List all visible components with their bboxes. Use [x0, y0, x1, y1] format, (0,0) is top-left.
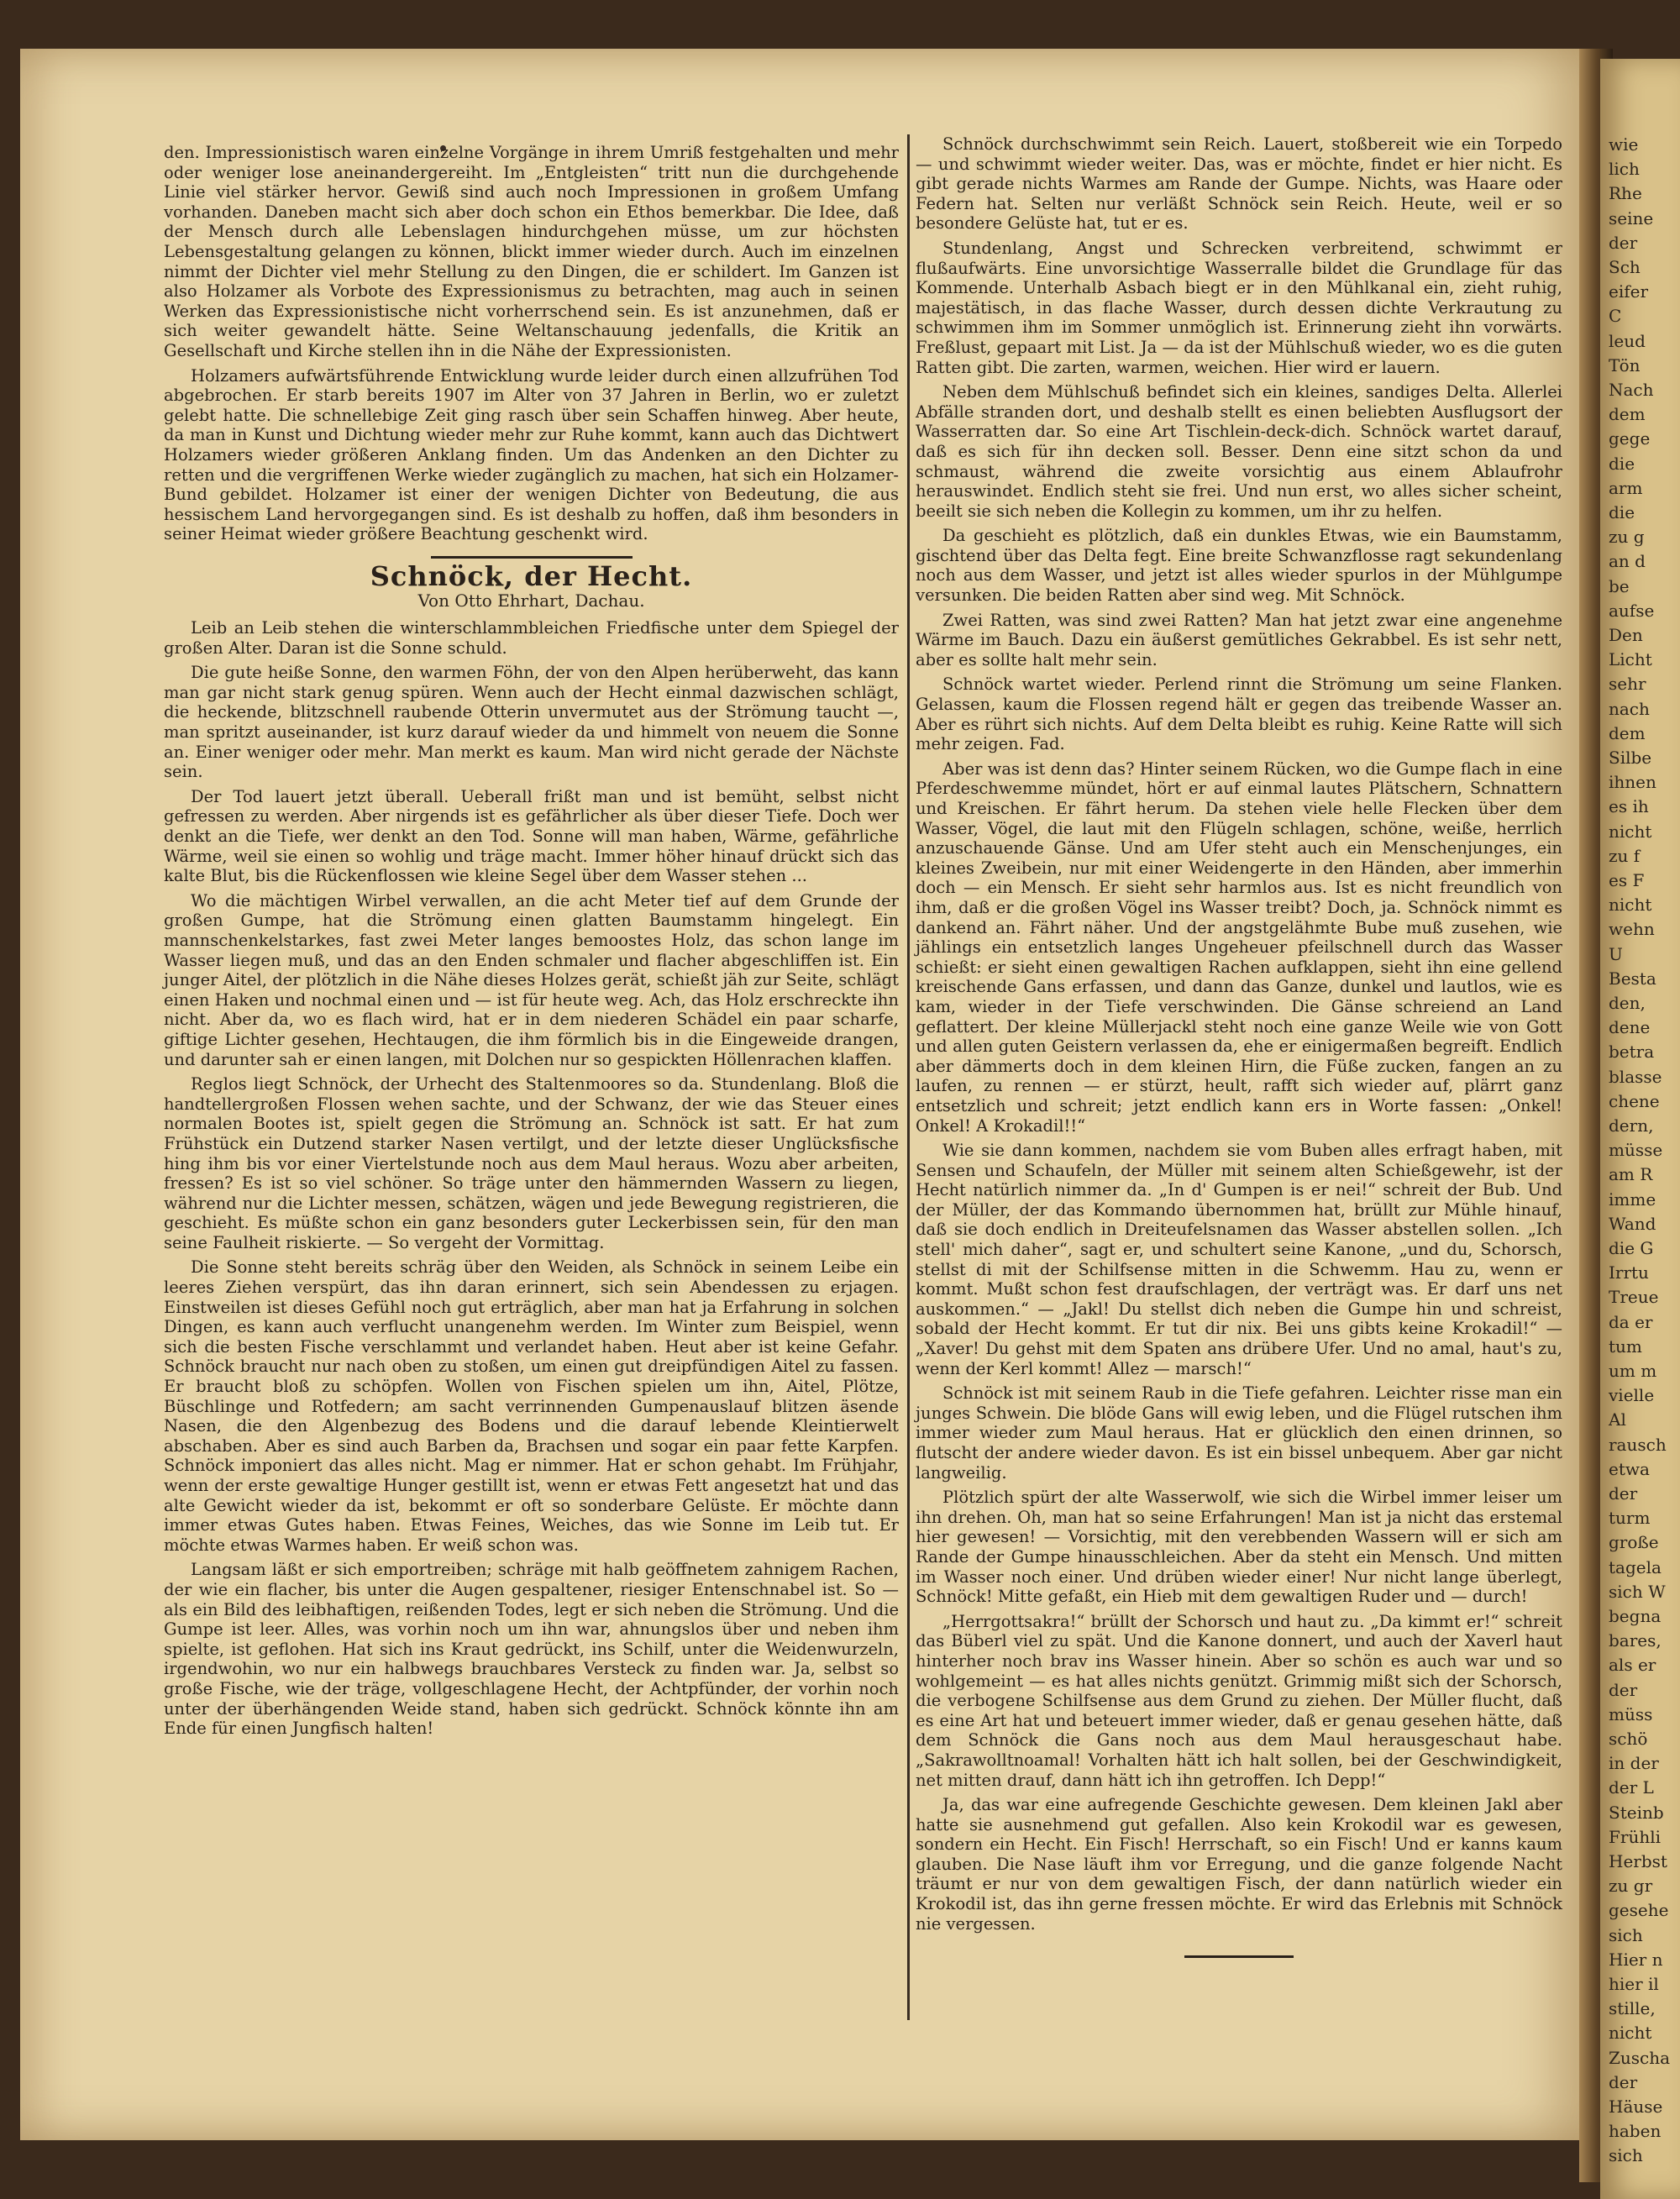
column-divider [907, 134, 910, 2020]
adjacent-page-fragment: haben [1609, 2121, 1662, 2142]
adjacent-page-fragment: tagela [1609, 1556, 1662, 1577]
adjacent-page-fragment: der L [1609, 1777, 1654, 1798]
adjacent-page-fragment: Treue [1609, 1287, 1659, 1308]
story-paragraph: Stundenlang, Angst und Schrecken verbreitend, schwimmt er flußaufwärts. Eine unvorsichtige Wasserralle bildet die Grundlage für das Kommende. Unterhalb Asbach biegt er in den Mühlkanal ein, zieht ruhig, majestätisch, in das flache Wasser, durch dessen dichte Verkrautung zu schwimmen ihm im Sommer unmöglich ist. Erinnerung zieht ihn vorwärts. Freßlust, gepaart mit List. Ja — da ist der Mühlschuß wieder, wo es die guten Ratten gibt. Die zarten, warmen, weichen. Hier wird er lauern. [916, 238, 1562, 377]
adjacent-page-fragment: am R [1609, 1164, 1653, 1185]
adjacent-page-fragment: Irrtu [1609, 1262, 1649, 1283]
adjacent-page-fragment: nicht [1609, 821, 1652, 842]
adjacent-page-fragment: dem [1609, 722, 1646, 743]
adjacent-page-fragment: betra [1609, 1042, 1655, 1063]
adjacent-page-fragment: Al [1609, 1409, 1626, 1430]
story-paragraph: Aber was ist denn das? Hinter seinem Rücken, wo die Gumpe flach in eine Pferdeschwemme mündet, hört er auf einmal lautes Plätschern, Schnattern und Kreischen. Er fährt herum. Da stehen viele helle Flecken über dem Wasser, Vögel, die laut mit den Flügeln schlagen, schöne, weiße, herrlich anzuschauende Gänse. Und am Ufer steht auch ein Menschenjunges, ein kleines Zweibein, nur mit einer Weidengerte in den Händen, aber immerhin doch — ein Mensch. Er sieht sehr harmlos aus. Ist es nicht freundlich von ihm, daß er die großen Vögel ins Wasser treibt? Doch, ja. Schnöck nimmt es dankend an. Fährt näher. Und der angstgelähmte Bube muß zusehen, wie jählings ein entsetzlich langes Ungeheuer pfeilschnell durch das Wasser schießt: er sieht einen gewaltigen Rachen aufklappen, sieht ihn eine gellend kreischende Gans erfassen, und dann das Ganze, dunkel und lautlos, wie es kam, wieder in der Tiefe verschwinden. Die Gänse schreiend an Land geflattert. Der kleine Müllerjackl steht noch eine ganze Weile wie von Gott und allen guten Geistern verlassen da, ehe er einigermaßen begreift. Endlich aber dämmerts doch in dem kleinen Hirn, die Füße zucken, fangen an zu laufen, zu rennen — er stürzt, heult, rafft sich wieder auf, plärrt ganz entsetzlich und schreit; jetzt endlich kann ers in Worte fassen: „Onkel! Onkel! A Krokadil!!“ [916, 758, 1562, 1136]
adjacent-page-fragment: Silbe [1609, 748, 1652, 768]
adjacent-page-fragment: Herbst [1609, 1851, 1667, 1871]
story-paragraph: Ja, das war eine aufregende Geschichte gewesen. Dem kleinen Jakl aber hatte sie ausnehmend gut gefallen. Also kein Krokodil war es gewesen, sondern ein Hecht. Ein Fisch! Herrschaft, so ein Fisch! Und er kanns kaum glauben. Die Nase läuft ihm vor Erregung, und die ganze folgende Nacht träumt er nur von dem gewaltigen Fisch, der dann natürlich wieder ein Krokodil ist, das ihn gerne fressen möchte. Er wird das Erlebnis mit Schnöck nie vergessen. [916, 1795, 1562, 1934]
adjacent-page-fragment: aufse [1609, 600, 1655, 621]
article-byline: Von Otto Ehrhart, Dachau. [417, 590, 645, 611]
adjacent-page-fragment: etwa [1609, 1458, 1650, 1479]
story-paragraph: Wo die mächtigen Wirbel verwallen, an die acht Meter tief auf dem Grunde der großen Gumpe, hat die Strömung einen glatten Baumstamm hingelegt. Ein mannschenkelstarkes, fast zwei Meter langes bemoostes Holz, das schon lange im Wasser liegen muß, und das an den Enden schmaler und flacher abgeschliffen ist. Ein junger Aitel, der plötzlich in die Nähe dieses Holzes gerät, schießt jäh zur Seite, schlägt einen Haken und nochmal einen und — ist für heute weg. Ach, das Holz erschreckte ihn nicht. Aber da, wo es flach wird, hat er in dem niederen Schädel ein paar scharfe, giftige Lichter gesehen, Hechtaugen, die ihm förmlich bis in die Eingeweide drangen, und darunter sah er einen langen, mit Dolchen nur so gespickten Höllenrachen klaffen. [164, 890, 899, 1069]
adjacent-page-fragment: den, [1609, 993, 1646, 1013]
adjacent-page-fragment: müsse [1609, 1140, 1663, 1161]
adjacent-page-fragment: schö [1609, 1729, 1648, 1749]
adjacent-page-fragment: chene [1609, 1090, 1660, 1111]
title-rule [431, 556, 633, 559]
adjacent-page-fragment: Sch [1609, 257, 1641, 277]
adjacent-page-fragment: lich [1609, 159, 1640, 180]
adjacent-page-fragment: blasse [1609, 1066, 1662, 1087]
adjacent-page-fragment: sehr [1609, 674, 1646, 695]
end-rule [1184, 1955, 1294, 1958]
adjacent-page-fragment: der [1609, 232, 1638, 253]
adjacent-page-fragment: nach [1609, 698, 1650, 719]
story-paragraph: Schnöck ist mit seinem Raub in die Tiefe gefahren. Leichter risse man ein junges Schwein. Die blöde Gans will ewig leben, und die Flügel rutschen ihm immer wieder zum Maul heraus. Hat er glücklich den einen drinnen, so flutscht der andere wieder davon. Es ist ein bissel unbequem. Aber gar nicht langweilig. [916, 1383, 1562, 1483]
article-title: Schnöck, der Hecht. [370, 559, 693, 592]
story-paragraph: Die Sonne steht bereits schräg über den Weiden, als Schnöck in seinem Leibe ein leeres Ziehen verspürt, das ihn daran erinnert, sich sein Abendessen zu erjagen. Einstweilen ist dieses Gefühl noch gut erträglich, aber man hat ja Erfahrung in solchen Dingen, es kann auch verflucht unangenehm werden. Im Winter zum Beispiel, wenn sich die besten Fische verschlammt und verlandet haben. Heut aber ist keine Gefahr. Schnöck braucht nur nach oben zu stoßen, um einen gut dreipfündigen Aitel zu fassen. Er braucht bloß zu schöpfen. Wollen von Fischen spielen um ihn, Aitel, Plötze, Büschlinge und Rotfedern; am sacht verrinnenden Gumpenauslauf blitzen äsende Nasen, die den Algenbezug des Bodens und die darauf lebende Kleintierwelt abschaben. Aber es sind auch Barben da, Brachsen und sogar ein paar fette Karpfen. Schnöck imponiert das alles nicht. Mag er nimmer. Hat er schon gehabt. Im Frühjahr, wenn der erste gewaltige Hunger gestillt ist, wenn er etwas Fett angesetzt hat und das alte Gewicht wieder da ist, bekommt er oft so sonderbare Gelüste. Er möchte dann immer etwas Gutes haben. Etwas Feines, Weiches, das wie Sonne im Leib tut. Er möchte etwas Warmes haben. Er weiß schon was. [164, 1257, 899, 1555]
adjacent-page-fragment: Besta [1609, 968, 1656, 989]
adjacent-page-fragment: Wand [1609, 1213, 1656, 1234]
adjacent-page-fragment: vielle [1609, 1385, 1655, 1406]
adjacent-page-fragment: da er [1609, 1311, 1653, 1332]
adjacent-page-fragment: Häuse [1609, 2097, 1663, 2117]
adjacent-page-fragment: an d [1609, 551, 1646, 572]
adjacent-page-fragment: die [1609, 453, 1635, 474]
story-paragraph: Leib an Leib stehen die winterschlammbleichen Friedfische unter dem Spiegel der großen Alter. Daran ist die Sonne schuld. [164, 618, 899, 658]
adjacent-page-fragment: Steinb [1609, 1802, 1664, 1823]
adjacent-page-fragment: dem [1609, 404, 1646, 425]
left-column [164, 143, 899, 1744]
story-paragraph: Langsam läßt er sich emportreiben; schräge mit halb geöffnetem zahnigem Rachen, der wie ein flacher, bis unter die Augen gespaltener, riesiger Entenschnabel ist. So — als ein Bild des leibhaftigen, reißenden Todes, legt er sich neben die Strömung. Und die Gumpe ist leer. Alles, was vorhin noch um ihn war, ahnungslos über und neben ihm spielte, ist geflohen. Hat sich ins Kraut gedrückt, ins Schilf, unter die Weidenwurzeln, irgendwohin, wo nur ein halbwegs brauchbares Versteck zu finden war. Ja, selbst so große Fische, wie der träge, vollgeschlagene Hecht, der Achtpfünder, der vorhin noch unter der überhängenden Weide stand, haben sich gedrückt. Schnöck könnte ihn am Ende für einen Jungfisch halten! [164, 1560, 899, 1739]
adjacent-page-fragment: gege [1609, 428, 1651, 449]
adjacent-page-fragment: U [1609, 943, 1623, 964]
adjacent-page-edge [1600, 59, 1680, 2199]
adjacent-page-fragment: eifer [1609, 281, 1649, 302]
adjacent-page-fragment: seine [1609, 207, 1654, 228]
adjacent-page-fragment: rausch [1609, 1434, 1667, 1455]
adjacent-page-fragment: Den [1609, 625, 1643, 645]
adjacent-page-fragment: leud [1609, 330, 1646, 351]
adjacent-page-fragment: sich [1609, 2145, 1643, 2166]
adjacent-page-fragment: be [1609, 575, 1630, 596]
adjacent-page-fragment: nicht [1609, 895, 1652, 916]
story-paragraph: Reglos liegt Schnöck, der Urhecht des Staltenmoores so da. Stundenlang. Bloß die handtellergroßen Flossen wehen sachte, und der Schwanz, der wie das Steuer eines normalen Bootes ist, spielt gegen die Strömung an. Schnöck ist satt. Er hat zum Frühstück ein Dutzend starker Nasen vertilgt, und der letzte dieser Unglücksfische hing ihm bis vor einer Viertelstunde noch aus dem Maul heraus. Wozu aber arbeiten, fressen? Es ist so viel schöner. So träge unter den hämmernden Wassern zu liegen, während nur die Lichter messen, schätzen, wägen und jede Bewegung registrieren, die geschieht. Es müßte schon ein ganz besonders guter Leckerbissen sein, für den man seine Faulheit riskierte. — So vergeht der Vormittag. [164, 1074, 899, 1252]
adjacent-page-fragment: es F [1609, 870, 1645, 890]
story-paragraph: Zwei Ratten, was sind zwei Ratten? Man hat jetzt zwar eine angenehme Wärme im Bauch. Dazu ein äußerst gemütliches Gekrabbel. Es ist sehr nett, aber es sollte halt mehr sein. [916, 610, 1562, 669]
story-paragraph: Da geschieht es plötzlich, daß ein dunkles Etwas, wie ein Baumstamm, gischtend über das Delta fegt. Eine breite Schwanzflosse ragt sekundenlang noch aus dem Wasser, und jetzt ist alles wieder spurlos in der Mühlgumpe versunken. Die beiden Ratten aber sind weg. Mit Schnöck. [916, 526, 1562, 606]
adjacent-page-fragment: zu f [1609, 845, 1641, 866]
adjacent-page-fragment: stille, [1609, 1998, 1656, 2019]
story-paragraph: Die gute heiße Sonne, den warmen Föhn, der von den Alpen herüberweht, das kann man gar nicht stark genug spüren. Wenn auch der Hecht einmal dazwischen schlägt, die heckende, blitzschnell raubende Otterin unvermutet aus der Strömung taucht —, man spritzt auseinander, ist kurz darauf wieder da und himmelt von neuem die Sonne an. Einer weniger oder mehr. Man merkt es kaum. Man wird nicht gerade der Nächste sein. [164, 663, 899, 782]
story-paragraph: Neben dem Mühlschuß befindet sich ein kleines, sandiges Delta. Allerlei Abfälle stranden dort, und deshalb stellt es einen beliebten Ausflugsort der Wasserratten dar. So eine Art Tischlein-deck-dich. Schnöck wartet darauf, daß es sich für ihn decken soll. Besser. Denn eine sitzt schon da und schmaust, während die zweite vorsichtig aus einem Ablaufrohr herauswindet. Endlich steht sie frei. Und nun erst, wo alles sicher scheint, beeilt sie sich neben die Kollegin zu kommen, um ihr zu helfen. [916, 382, 1562, 521]
adjacent-page-fragment: der [1609, 1483, 1638, 1504]
adjacent-page-fragment: bares, [1609, 1630, 1662, 1651]
adjacent-page-fragment: dene [1609, 1017, 1651, 1038]
adjacent-page-fragment: arm [1609, 477, 1643, 498]
adjacent-page-fragment: sich W [1609, 1581, 1666, 1602]
adjacent-page-fragment: begna [1609, 1606, 1662, 1626]
adjacent-page-fragment: Tön [1609, 354, 1641, 375]
adjacent-page-fragment: große [1609, 1532, 1659, 1553]
adjacent-page-fragment: die [1609, 502, 1635, 522]
adjacent-page-fragment: Licht [1609, 649, 1652, 670]
adjacent-page-fragment: gesehe [1609, 1900, 1669, 1921]
adjacent-page-fragment: sich [1609, 1924, 1643, 1945]
adjacent-page-fragment: um m [1609, 1361, 1657, 1381]
story-paragraph: Schnöck wartet wieder. Perlend rinnt die Strömung um seine Flanken. Gelassen, kaum die Flossen regend hält er gegen das treibende Wasser an. Aber es rührt sich nichts. Auf dem Delta bleibt es ruhig. Keine Ratte will sich mehr zeigen. Fad. [916, 674, 1562, 754]
adjacent-page-fragment: Frühli [1609, 1826, 1661, 1847]
story-paragraph: Wie sie dann kommen, nachdem sie vom Buben alles erfragt haben, mit Sensen und Schaufeln, der Müller mit seinem alten Schießgewehr, ist der Hecht natürlich nimmer da. „In d' Gumpen is er nei!“ schreit der Bub. Und der Müller, der das Kommando übernommen hat, brüllt zur Mühle hinauf, daß sie doch endlich in Dreiteufelsnamen das Wasser abstellen sollen. „Ich stell' mich daher“, sagt er, und schultert seine Kanone, „und du, Schorsch, stellst di mit der Schilfsense mitten in die Schwemm. Hau zu, wenn er kommt. Mußt schon fest draufschlagen, der verträgt was. Er darf uns net auskommen.“ — „Jakl! Du stellst dich neben die Gumpe hin und schreist, sobald der Hecht kommt. Er tut dir nix. Bei uns gibts keine Krokadil!“ — „Xaver! Du gehst mit dem Spaten ans drübere Ufer. Und no amal, haut's zu, wenn der Kerl kommt! Allez — marsch!“ [916, 1141, 1562, 1378]
adjacent-page-fragment: es ih [1609, 796, 1649, 817]
adjacent-page-fragment: Rhe [1609, 183, 1642, 204]
story-paragraph: „Herrgottsakra!“ brüllt der Schorsch und haut zu. „Da kimmt er!“ schreit das Büberl viel zu spät. Und die Kanone donnert, und auch der Xaverl haut hinterher noch brav ins Wasser hinein. Aber so schön es auch war und so wohlgemeint — es hat alles nichts genützt. Grimmig mißt sich der Schorsch, die verbogene Schilfsense aus dem Grund zu ziehen. Der Müller flucht, daß es eine Art hat und beteuert immer wieder, daß er genau gesehen hätte, daß dem Schnöck die Gans noch aus dem Maul herausgeschaut habe. „Sakrawolltnoamal! Vorhalten hätt ich halt sollen, bei der Geschwindigkeit, net mitten drauf, dann hätt ich ihn getroffen. Ich Depp!“ [916, 1611, 1562, 1790]
adjacent-page-fragment: tum [1609, 1336, 1642, 1357]
adjacent-page-fragment: nicht [1609, 2023, 1652, 2044]
adjacent-page-fragment: dern, [1609, 1115, 1654, 1136]
adjacent-page-fragment: imme [1609, 1189, 1656, 1210]
adjacent-page-fragment: der [1609, 1679, 1638, 1700]
right-column [916, 134, 1562, 1958]
story-paragraph: Der Tod lauert jetzt überall. Ueberall frißt man und ist bemüht, selbst nicht gefressen zu werden. Aber nirgends ist es gefährlicher als über dieser Tiefe. Doch wer denkt an die Tiefe, wer denkt an den Tod. Sonne will man haben, Wärme, gefährliche Wärme, weil sie einen so wohlig und träge macht. Immer höher hinauf drückt sich das kalte Blut, bis die Rückenflossen wie kleine Segel über dem Wasser stehen ... [164, 786, 899, 886]
adjacent-page-fragment: zu gr [1609, 1876, 1653, 1897]
adjacent-page-fragment: ihnen [1609, 772, 1656, 793]
adjacent-page-fragment: turm [1609, 1508, 1651, 1529]
adjacent-page-fragment: Nach [1609, 380, 1654, 400]
adjacent-page-fragment: zu g [1609, 527, 1645, 548]
adjacent-page-fragment: die G [1609, 1238, 1654, 1258]
continuation-paragraph-2: Holzamers aufwärtsführende Entwicklung wurde leider durch einen allzufrühen Tod abgebrochen. Er starb bereits 1907 im Alter von 37 Jahren in Berlin, wo er zuletzt gelebt hatte. Die schnellebige Zeit ging rasch über sein Schaffen hinweg. Aber heute, da man in Kunst und Dichtung wieder mehr zur Ruhe kommt, kann auch das Dichtwert Holzamers wieder größeren Anklang finden. Um das Andenken an den Dichter zu retten und die vergriffenen Werke wieder zugänglich zu machen, hat sich ein Holzamer-Bund gebildet. Holzamer ist einer der wenigen Dichter von Bedeutung, die aus hessischem Land hervorgegangen sind. Es ist deshalb zu hoffen, daß ihm besonders in seiner Heimat wieder größere Beachtung geschenkt wird. [164, 365, 899, 544]
adjacent-page-fragment: in der [1609, 1753, 1659, 1774]
adjacent-page-fragment: C [1609, 306, 1622, 327]
adjacent-page-fragment: wie [1609, 134, 1639, 155]
adjacent-page-fragment: Hier n [1609, 1949, 1663, 1970]
adjacent-page-fragment: als er [1609, 1655, 1656, 1676]
adjacent-page-fragment: hier il [1609, 1974, 1659, 1994]
adjacent-page-fragment: der [1609, 2071, 1638, 2092]
story-paragraph: Plötzlich spürt der alte Wasserwolf, wie sich die Wirbel immer leiser um ihn drehen. Oh, man hat so seine Erfahrungen! Man ist ja nicht das erstemal hier gewesen! — Vorsichtig, mit den verebbenden Wassern will er sich am Rande der Gumpe hinausschleichen. Aber da steht ein Mensch. Und mitten im Wasser noch einer. Und drüben wieder einer! Nur nicht lange überlegt, Schnöck! Mitte gefaßt, ein Hieb mit dem gewaltigen Ruder und — durch! [916, 1488, 1562, 1607]
adjacent-page-fragment: wehn [1609, 919, 1655, 940]
continuation-paragraph-1: den. Impressionistisch waren einzelne Vorgänge in ihrem Umriß festgehalten und mehr oder weniger lose aneinandergereiht. Im „Entgleisten“ tritt nun die durchgehende Linie viel stärker hervor. Gewiß sind auch noch Impressionen in großem Umfang vorhanden. Daneben macht sich aber doch schon ein Ethos bemerkbar. Die Idee, daß der Mensch durch alle Lebenslagen hindurchgehen müsse, um zur höchsten Lebensgestaltung gelangen zu können, blickt immer wieder durch. Auch im einzelnen nimmt der Dichter viel mehr Stellung zu den Dingen, die er schildert. Im Ganzen ist also Holzamer als Vorbote des Expressionismus zu betrachten, mag auch in seinen Werken das Expressionistische nicht vorherrschend sein. Es ist anzunehmen, daß er sich weiter gewandelt hätte. Seine Weltanschauung jedenfalls, die Kritik an Gesellschaft und Kirche stellen ihn in die Nähe der Expressionisten. [164, 143, 899, 360]
adjacent-page-fragment: Zuscha [1609, 2047, 1671, 2068]
story-paragraph: Schnöck durchschwimmt sein Reich. Lauert, stoßbereit wie ein Torpedo — und schwimmt wieder weiter. Das, was er möchte, findet er hier nicht. Es gibt gerade nichts Warmes am Rande der Gumpe. Nichts, was Haare oder Federn hat. Selten nur verläßt Schnöck sein Reich. Heute, weil er so besondere Gelüste hat, tut er es. [916, 134, 1562, 234]
adjacent-page-fragment: müss [1609, 1703, 1653, 1724]
